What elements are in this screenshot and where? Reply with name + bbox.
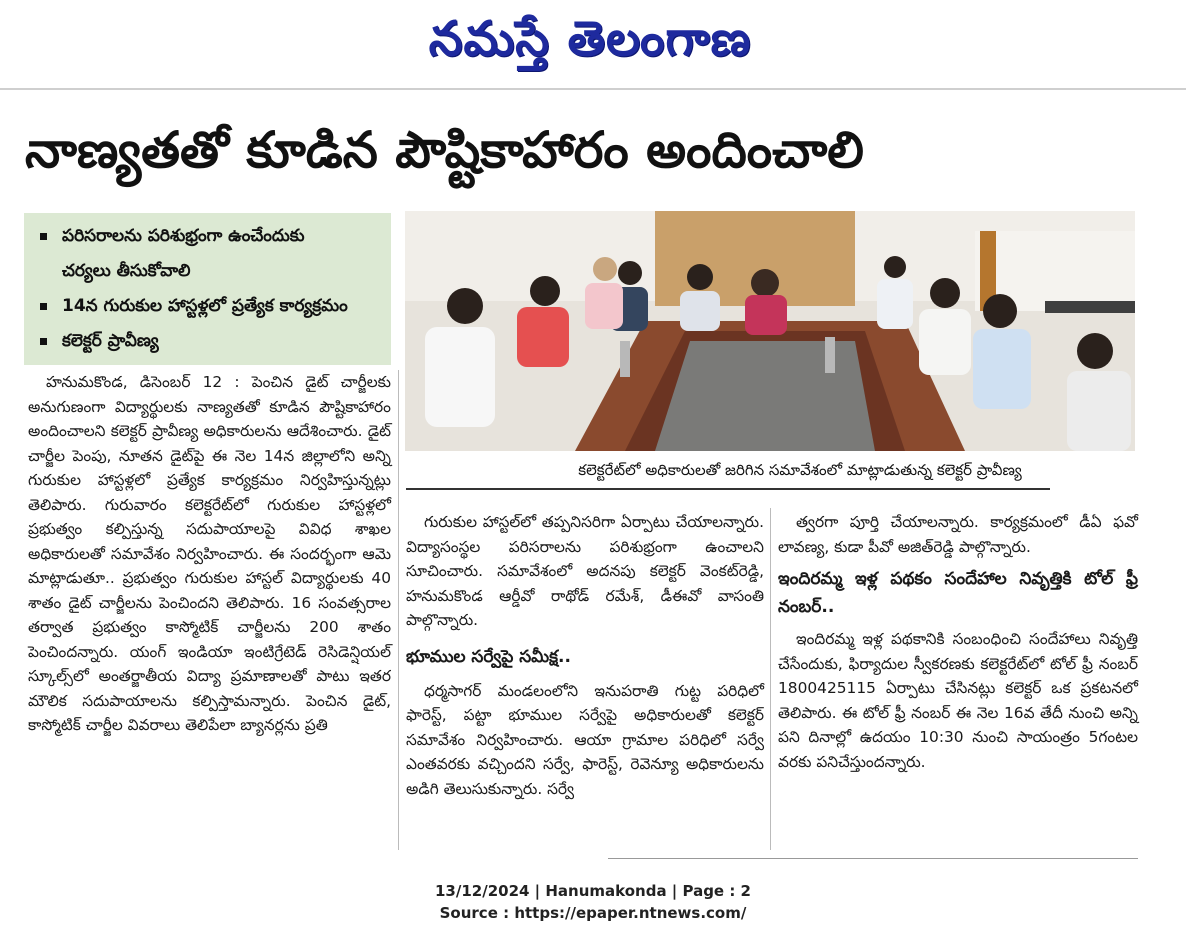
bullet-icon — [40, 303, 47, 310]
column-divider — [398, 370, 399, 850]
highlight-text: చర్యలు తీసుకోవాలి — [62, 261, 191, 281]
bullet-icon — [40, 338, 47, 345]
highlight-item — [34, 254, 383, 289]
article-paragraph: ధర్మసాగర్ మండలంలోని ఇనుపరాతి గుట్ట పరిధిలో ఫారెస్ట్, పట్టా భూముల సర్వేపై అధికారులతో కలెక్టర్ సమావేశం నిర్వహించారు. ఆయా గ్రామాల పరిధిలో సర్వే ఎంతవరకు వచ్చిందని సర్వే, ఫారెస్ట్, రెవెన్యూ అధికారులను అడిగి తెలుసుకున్నారు. సర్వే — [406, 681, 764, 798]
subheading-land-survey: భూముల సర్వేపై సమీక్ష.. — [406, 646, 571, 667]
subheading-toll-free: ఇందిరమ్మ ఇళ్ల పథకం సందేహాల నివృత్తికి టోల్ ఫ్రీ నంబర్.. — [778, 569, 1138, 617]
newspaper-logo: నమస్తే తెలంగాణ — [428, 11, 752, 67]
photo-caption: కలెక్టరేట్‌లో అధికారులతో జరిగిన సమావేశంలో మాట్లాడుతున్న కలెక్టర్ ప్రావీణ్య — [578, 461, 1022, 479]
article-paragraph: ఇందిరమ్మ ఇళ్ల పథకానికి సంబంధించి సందేహాలు నివృత్తి చేసేందుకు, ఫిర్యాదుల స్వీకరణకు కలెక్టరేట్‌లో టోల్ ఫ్రీ నంబర్ 1800425115 ఏర్పాటు చేసినట్లు కలెక్టర్ ఒక ప్రకటనలో తెలిపారు. ఈ టోల్ ఫ్రీ నంబర్ ఈ నెల 16వ తేదీ నుంచి అన్ని పని దినాల్లో ఉదయం 10:30 నుంచి సాయంత్రం 5గంటల వరకు పనిచేస్తుందన్నారు. — [778, 630, 1138, 771]
meeting-photo-illustration — [405, 211, 1135, 451]
bullet-icon — [40, 233, 47, 240]
highlight-item — [34, 324, 383, 359]
column-divider — [770, 508, 771, 850]
highlight-item — [34, 289, 383, 324]
caption-divider — [406, 488, 1050, 490]
highlight-text: 14న గురుకుల హాస్టళ్లలో ప్రత్యేక కార్యక్రమం — [62, 296, 348, 316]
footer-source-link[interactable]: Source : https://epaper.ntnews.com/ — [439, 904, 747, 922]
article-paragraph: త్వరగా పూర్తి చేయాలన్నారు. కార్యక్రమంలో డీఏ ఫవో లావణ్య, కుడా పీవో అజిత్‌రెడ్డి పాల్గొన్నారు. — [778, 513, 1138, 556]
highlights-box — [24, 213, 391, 365]
footer-dateline: 13/12/2024 | Hanumakonda | Page : 2 — [434, 882, 751, 900]
masthead-divider — [0, 88, 1186, 90]
article-column-3 — [778, 510, 1138, 850]
highlight-text: కలెక్టర్ ప్రావీణ్య — [62, 331, 159, 351]
article-paragraph: హనుమకొండ, డిసెంబర్ 12 : పెంచిన డైట్ చార్జీలకు అనుగుణంగా విద్యార్థులకు నాణ్యతతో కూడిన పౌష్టికాహారం అందించాలని కలెక్టర్ ప్రావీణ్య అధికారులను ఆదేశించారు. డైట్ చార్జీల పెంపు, నూతన డైట్‌పై ఈ నెల 14న జిల్లాలోని అన్ని గురుకుల హాస్టళ్లలో ప్రత్యేక కార్యక్రమం నిర్వహిస్తున్నట్లు తెలిపారు. గురువారం కలెక్టరేట్‌లో గురుకుల హాస్టళ్లలో ప్రభుత్వం కల్పిస్తున్న సదుపాయాలపై వివిధ శాఖల అధికారులతో సమావేశం నిర్వహించారు. ఈ సందర్భంగా ఆమె మాట్లాడుతూ.. ప్రభుత్వం గురుకుల హాస్టల్ విద్యార్థులకు 40 శాతం డైట్ చార్జీలను పెంచిందని తెలిపారు. 16 సంవత్సరాల తర్వాత ప్రభుత్వం కాస్మోటిక్ చార్జీలను 200 శాతం పెంచిందన్నారు. యంగ్ ఇండియా ఇంటిగ్రేటెడ్ రెసిడెన్షియల్ స్కూల్స్‌లో అంతర్జాతీయ విద్యా ప్రమాణాలతో పాటు ఇతర మౌలిక సదుపాయాలను కల్పిస్తామన్నారు. పెంచిన డైట్, కాస్మోటిక్ చార్జీల వివరాలు తెలిపేలా బ్యానర్లను ప్రతి — [28, 373, 391, 734]
article-headline: నాణ్యతతో కూడిన పౌష్టికాహారం అందించాలి — [25, 121, 864, 179]
meeting-photo — [405, 211, 1135, 451]
highlight-text: పరిసరాలను పరిశుభ్రంగా ఉంచేందుకు — [62, 226, 305, 246]
article-column-1 — [28, 370, 391, 845]
highlight-item — [34, 219, 383, 254]
masthead — [0, 0, 1186, 80]
article-paragraph: గురుకుల హాస్టల్‌లో తప్పనిసరిగా ఏర్పాటు చేయాలన్నారు. విద్యాసంస్థల పరిసరాలను పరిశుభ్రంగా ఉంచాలని సూచించారు. సమావేశంలో అదనపు కలెక్టర్ వెంకట్‌రెడ్డి, హనుమకొండ ఆర్డీవో రాథోడ్ రమేశ్, డీఈవో వాసంతి పాల్గొన్నారు. — [406, 513, 764, 629]
page-footer — [0, 880, 1186, 930]
article-end-rule — [608, 858, 1138, 859]
article-column-2 — [406, 510, 764, 850]
